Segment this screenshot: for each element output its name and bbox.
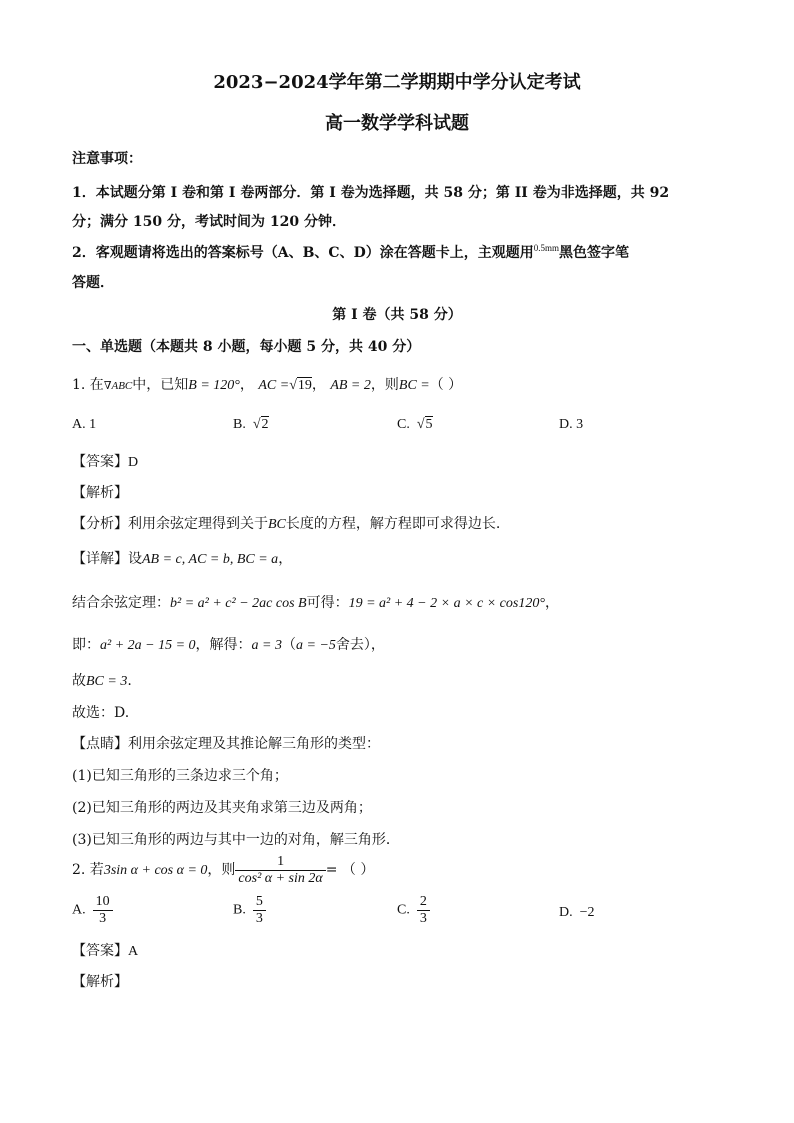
option-label: C. xyxy=(397,417,410,432)
option-value: 2 xyxy=(261,417,269,432)
fenxi-tag: 【分析】 xyxy=(72,516,128,532)
q1-step-2 xyxy=(72,636,385,655)
q1-option-c xyxy=(397,416,433,434)
option-fraction xyxy=(253,894,266,927)
option-label: C. xyxy=(397,902,410,918)
option-label: B. xyxy=(233,417,246,432)
q1-answer xyxy=(72,453,138,472)
step-end: . xyxy=(127,673,132,689)
step-text: （ xyxy=(282,637,296,653)
q1-type-2: (2)已知三角形的两边及其夹角求第三边及两角； xyxy=(72,800,372,816)
q2-stem-then: ，则 xyxy=(207,862,236,878)
q2-option-d xyxy=(559,904,595,922)
option-value: 3 xyxy=(576,417,584,432)
answer-tag: 【答案】 xyxy=(72,454,128,470)
q2-option-a xyxy=(72,894,113,927)
notice-item-2-unit: 0.5mm xyxy=(533,243,559,253)
option-value: 5 xyxy=(425,417,433,432)
exam-title: 2023−2024学年第二学期期中学分认定考试 xyxy=(213,72,581,93)
detail-text: 设 xyxy=(128,551,142,567)
step-eq: 19 = a² + 4 − 2 × a × c × cos120° xyxy=(348,596,545,611)
notice-item-2-line-1 xyxy=(72,244,629,262)
q1-sep: ， xyxy=(239,377,254,393)
step-text: 即： xyxy=(72,637,100,653)
part-title: 第 I 卷（共 58 分） xyxy=(332,307,462,323)
step-eq: a² + 2a − 15 = 0 xyxy=(100,638,196,653)
option-label: D. xyxy=(559,905,573,920)
q1-detail xyxy=(72,550,292,569)
fraction-denominator: 3 xyxy=(419,911,427,926)
notice-item-1-line-2: 分；满分 150 分，考试时间为 120 分钟． xyxy=(72,214,346,230)
q1-triangle: ∇ABC xyxy=(103,380,133,392)
step-text: ，解得： xyxy=(195,637,252,653)
q1-type-1: (1)已知三角形的三条边求三个角； xyxy=(72,768,288,784)
notice-item-1-line-1: 1．本试题分第 I 卷和第 I 卷两部分．第 I 卷为选择题，共 58 分；第 II 卷为非选择题，共 92 xyxy=(72,185,670,201)
step-eq: a = 3 xyxy=(251,638,282,653)
detail-end: ， xyxy=(278,551,293,567)
fraction-numerator: 1 xyxy=(235,854,325,871)
q1-stem xyxy=(72,376,462,395)
option-fraction xyxy=(417,894,430,927)
step-text: 故 xyxy=(72,673,86,689)
exam-subtitle: 高一数学学科试题 xyxy=(325,113,469,134)
q2-stem-prefix: 2. 若 xyxy=(72,862,104,878)
option-value: −2 xyxy=(579,905,595,920)
dianjing-text: 利用余弦定理及其推论解三角形的类型： xyxy=(128,736,380,752)
dianjing-tag: 【点睛】 xyxy=(72,736,128,752)
q1-fenxi xyxy=(72,515,500,534)
q2-condition: 3sin α + cos α = 0 xyxy=(103,863,208,878)
step-eq: b² = a² + c² − 2ac cos B xyxy=(170,596,307,611)
step-text: 舍去）， xyxy=(335,637,385,653)
q1-step-3 xyxy=(72,672,132,691)
fraction-denominator: 3 xyxy=(255,911,263,926)
notice-item-2-text-c: 黑色签字笔 xyxy=(558,245,629,261)
q2-answer xyxy=(72,942,138,961)
q1-cond-ac-radicand: 19 xyxy=(297,378,312,393)
fenxi-var: BC xyxy=(268,517,286,532)
fraction-numerator: 5 xyxy=(253,894,266,911)
fenxi-text-b: 长度的方程，解方程即可求得边长. xyxy=(285,516,501,532)
answer-value: D xyxy=(128,455,139,470)
q1-option-a xyxy=(72,416,96,434)
step-text: 结合余弦定理： xyxy=(72,595,170,611)
detail-eq: AB = c, AC = b, BC = a xyxy=(142,552,279,567)
option-fraction xyxy=(93,894,113,927)
detail-tag: 【详解】 xyxy=(72,551,128,567)
notice-item-2-text-a: 2．客观题请将选出的答案标号（A、B、C、D）涂在答题卡上，主观题用 xyxy=(72,245,534,261)
option-label: D. xyxy=(559,417,573,432)
sqrt-icon: √2 xyxy=(252,417,269,432)
q2-option-b xyxy=(233,894,266,927)
fraction-denominator: 3 xyxy=(99,911,107,926)
q1-target: BC = xyxy=(398,378,430,393)
step-end: ， xyxy=(544,595,559,611)
option-label: A. xyxy=(72,417,86,432)
q1-dianjing xyxy=(72,735,380,753)
q1-option-d xyxy=(559,416,583,434)
option-value: 1 xyxy=(89,417,97,432)
notice-heading: 注意事项： xyxy=(72,151,142,167)
q1-option-b xyxy=(233,416,269,434)
q1-stem-then: ，则 xyxy=(370,377,399,393)
fraction-numerator: 2 xyxy=(417,894,430,911)
q1-paren: （ ） xyxy=(429,377,463,393)
q2-stem xyxy=(72,852,374,889)
notice-item-2-line-2: 答题． xyxy=(72,275,114,291)
option-label: A. xyxy=(72,902,86,918)
sqrt-icon: √19 xyxy=(289,378,312,393)
step-eq: BC = 3 xyxy=(86,674,128,689)
fraction-denominator: cos² α + sin 2α xyxy=(238,870,323,886)
q1-sep: ， xyxy=(311,377,326,393)
sqrt-icon: √5 xyxy=(416,417,433,432)
step-text: 可得： xyxy=(306,595,349,611)
q1-stem-prefix: 1. 在 xyxy=(72,377,104,393)
step-eq: a = −5 xyxy=(296,638,336,653)
q1-step-1 xyxy=(72,594,559,613)
q2-paren: = （ ） xyxy=(325,862,375,878)
answer-value: A xyxy=(128,944,139,959)
q1-type-3: (3)已知三角形的两边与其中一边的对角，解三角形． xyxy=(72,832,400,848)
q1-stem-mid: 中，已知 xyxy=(132,377,189,393)
answer-tag: 【答案】 xyxy=(72,943,128,959)
option-label: B. xyxy=(233,902,246,918)
q1-choose: 故选：D. xyxy=(72,705,130,721)
q1-cond-ac: AC = xyxy=(258,378,290,393)
group-title: 一、单选题（本题共 8 小题，每小题 5 分，共 40 分） xyxy=(72,339,421,355)
fenxi-text-a: 利用余弦定理得到关于 xyxy=(128,516,268,532)
q2-fraction xyxy=(235,854,325,887)
q1-analysis-tag: 【解析】 xyxy=(72,485,128,501)
q1-cond-angle-b: B = 120° xyxy=(188,378,240,393)
q2-analysis-tag: 【解析】 xyxy=(72,974,128,990)
q1-cond-ab: AB = 2 xyxy=(330,378,371,393)
fraction-numerator: 10 xyxy=(93,894,113,911)
q2-option-c xyxy=(397,894,430,927)
